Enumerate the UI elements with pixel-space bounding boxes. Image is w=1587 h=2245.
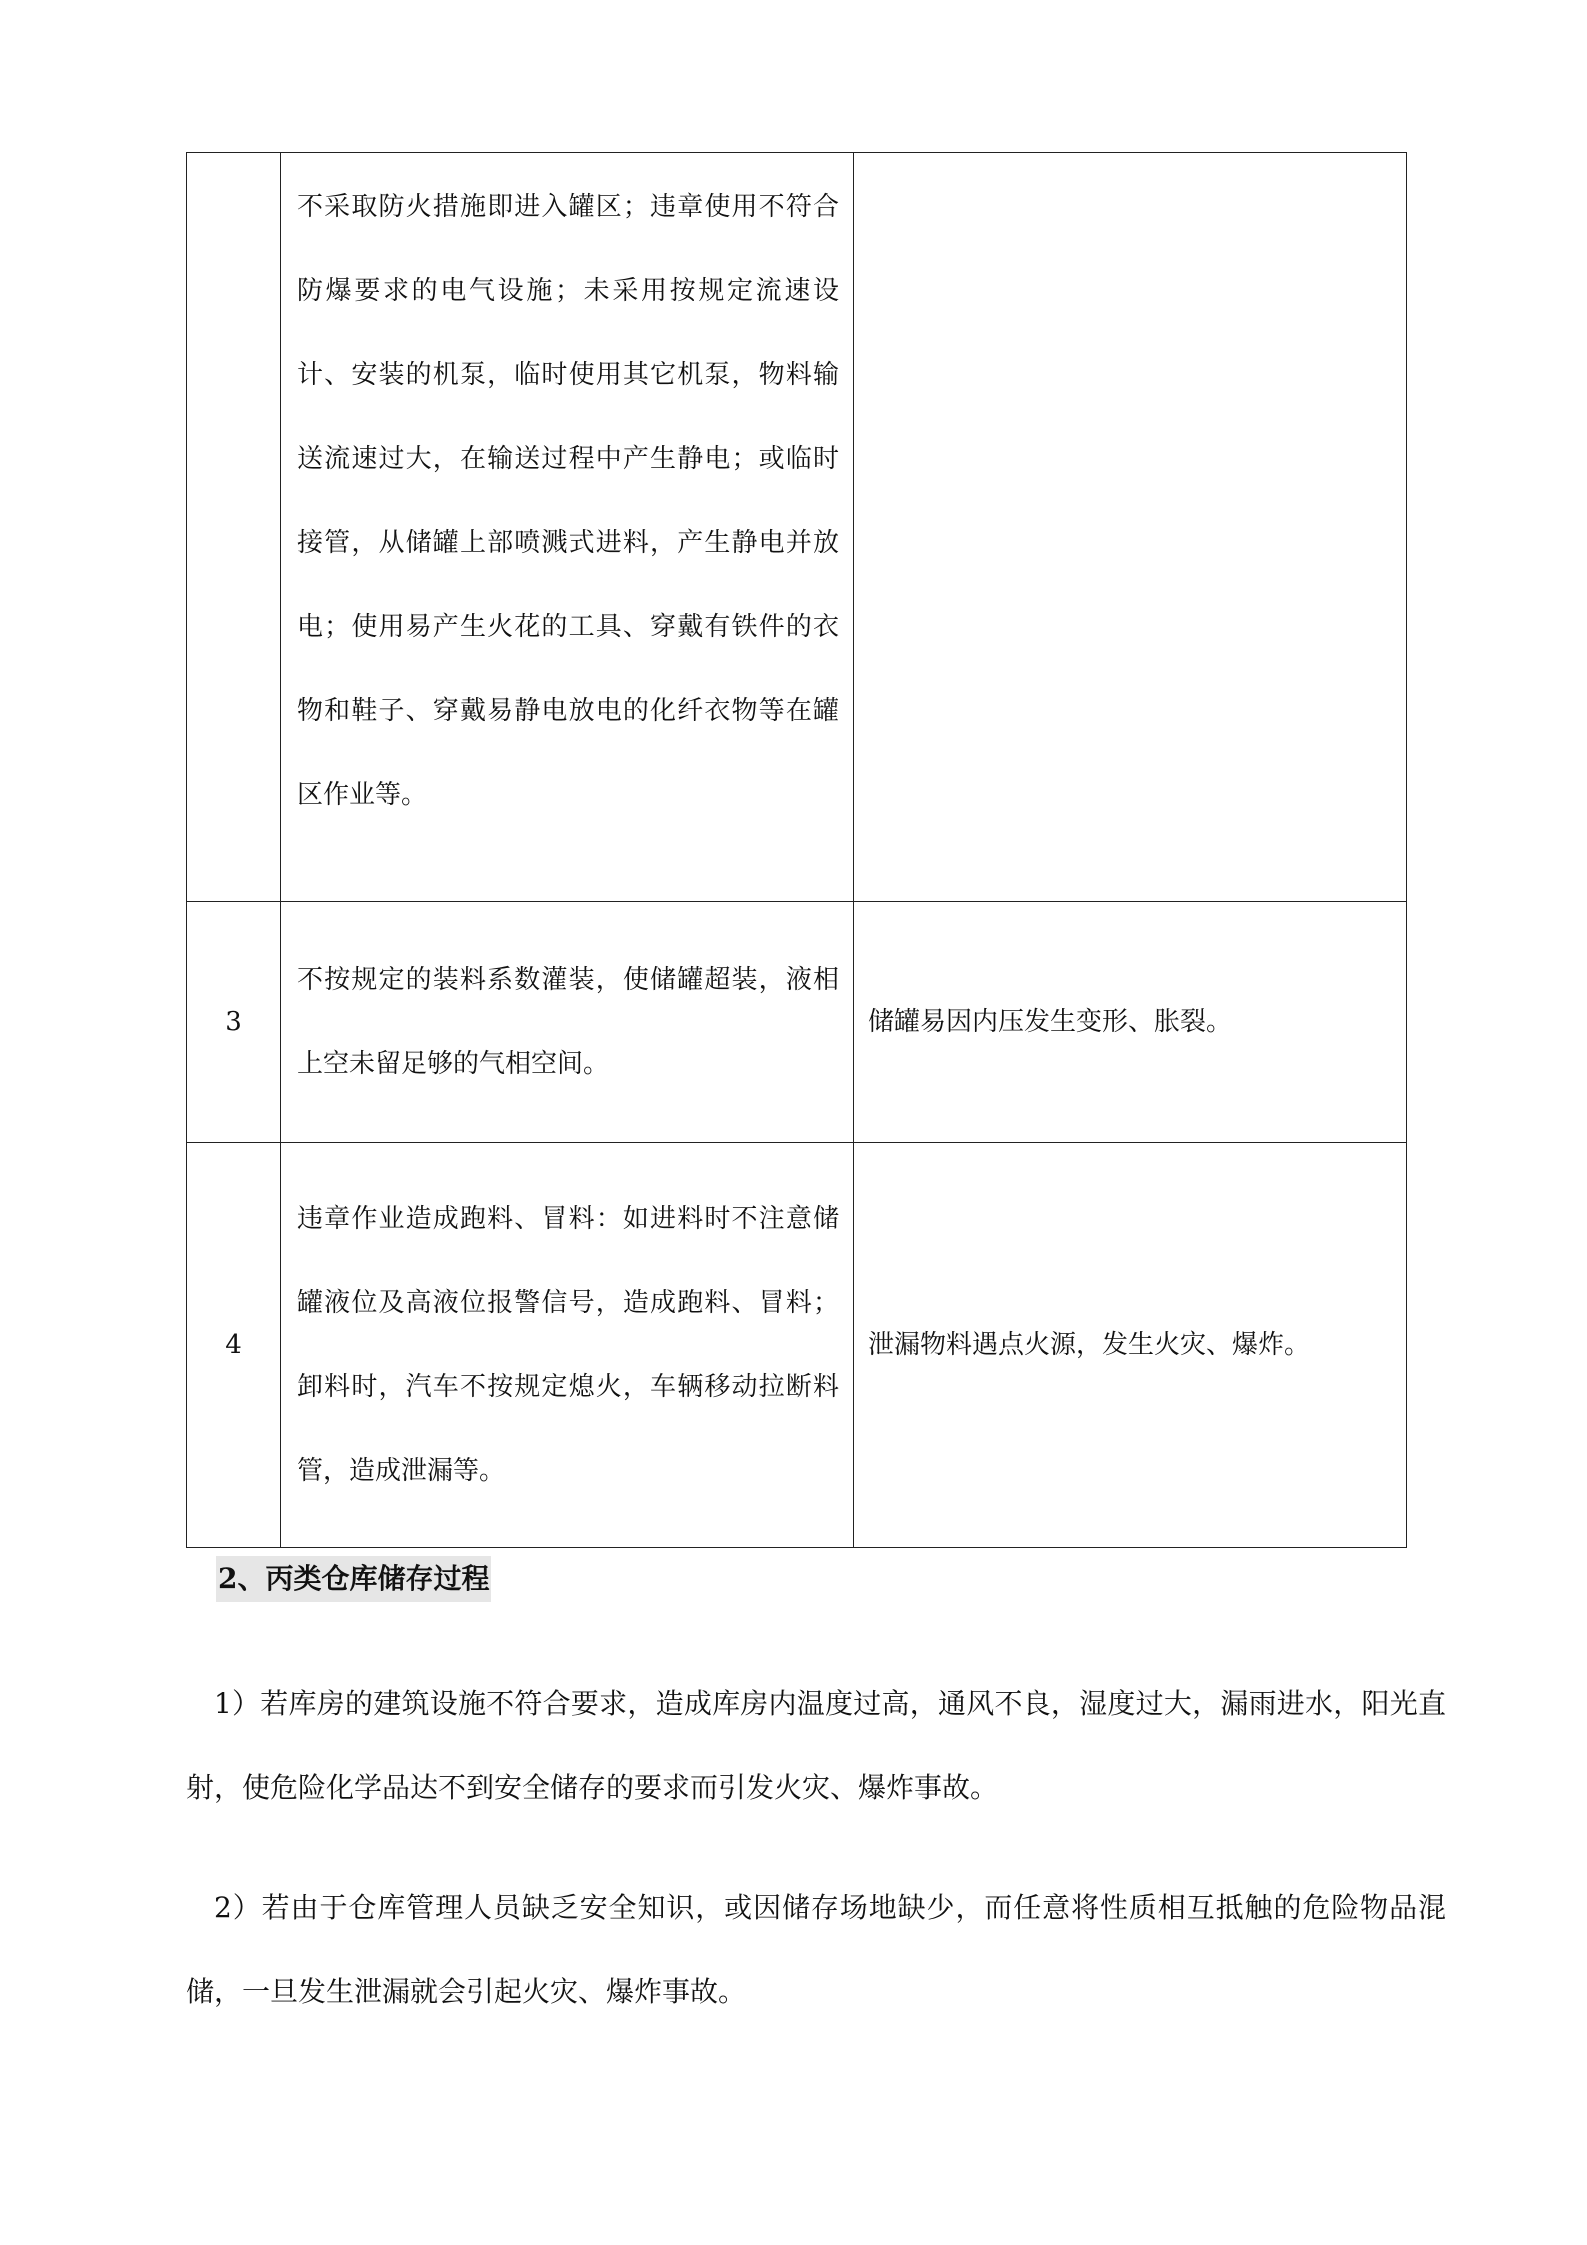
row-number-cell: 4 [187, 1143, 281, 1548]
paragraph: 1）若库房的建筑设施不符合要求，造成库房内温度过高，通风不良，湿度过大，漏雨进水，阳光直射，使危险化学品达不到安全储存的要求而引发火灾、爆炸事故。 [186, 1687, 1446, 1804]
table-row [187, 1143, 1407, 1548]
table-row [187, 902, 1407, 1143]
cause-cell: 不按规定的装料系数灌装，使储罐超装，液相上空未留足够的气相空间。 [281, 902, 854, 1143]
cause-cell: 不采取防火措施即进入罐区；违章使用不符合防爆要求的电气设施；未采用按规定流速设计、安装的机泵，临时使用其它机泵，物料输送流速过大，在输送过程中产生静电；或临时接管，从储罐上部喷溅式进料，产生静电并放电；使用易产生火花的工具、穿戴有铁件的衣物和鞋子、穿戴易静电放电的化纤衣物等在罐区作业等。 [281, 153, 854, 902]
section-heading: 2、丙类仓库储存过程 [216, 1556, 491, 1602]
row-number-cell [187, 153, 281, 902]
hazard-table [186, 152, 1407, 1548]
row-number-cell: 3 [187, 902, 281, 1143]
result-cell [854, 153, 1407, 902]
result-cell: 储罐易因内压发生变形、胀裂。 [854, 902, 1407, 1143]
cause-cell: 违章作业造成跑料、冒料：如进料时不注意储罐液位及高液位报警信号，造成跑料、冒料；卸料时，汽车不按规定熄火，车辆移动拉断料管，造成泄漏等。 [281, 1143, 854, 1548]
table-row [187, 153, 1407, 902]
result-cell: 泄漏物料遇点火源，发生火灾、爆炸。 [854, 1143, 1407, 1548]
paragraph: 2）若由于仓库管理人员缺乏安全知识，或因储存场地缺少，而任意将性质相互抵触的危险物品混储，一旦发生泄漏就会引起火灾、爆炸事故。 [186, 1891, 1446, 2008]
